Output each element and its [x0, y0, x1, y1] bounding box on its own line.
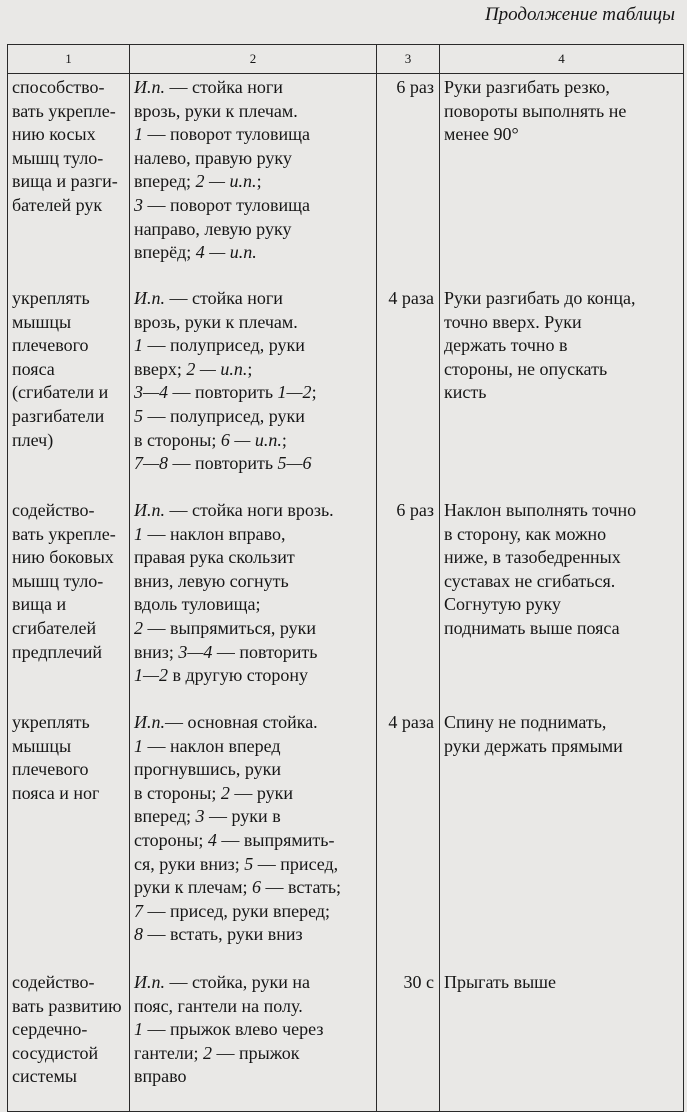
description-line [134, 876, 373, 900]
description-segment: 3—4 [178, 641, 213, 662]
description-line [134, 641, 373, 665]
description-segment: направо, левую руку [134, 218, 292, 239]
description-line [134, 900, 373, 924]
description-line [134, 100, 373, 124]
description-line [134, 923, 373, 947]
instruction-line: руки держать прямыми [444, 735, 623, 756]
goal-line: способство- [12, 77, 105, 97]
description-segment: 5 [244, 853, 254, 874]
exercise-description-cell [130, 285, 377, 497]
description-segment: вперед; [134, 806, 196, 827]
exercise-description-cell [130, 74, 377, 286]
description-segment: 2 — и.п. [186, 358, 248, 379]
column-header-2: 2 [130, 45, 377, 74]
description-line [134, 123, 373, 147]
description-segment: И.п. [134, 972, 165, 992]
description-segment: вдоль туловища; [134, 594, 261, 615]
goal-line: укреплять [12, 712, 90, 732]
description-segment: — прыжок [211, 1042, 300, 1063]
description-segment: правая рука скользит [134, 547, 295, 568]
description-segment: вправо [134, 1066, 187, 1087]
description-segment: — основная стойка. [165, 712, 318, 732]
description-segment: — повторить [168, 382, 278, 403]
description-segment: — полуприсед, руки [143, 405, 305, 426]
column-header-3: 3 [377, 45, 440, 74]
description-segment: 1—2 [277, 382, 312, 403]
description-line [134, 735, 373, 759]
instruction-cell [440, 497, 684, 709]
description-segment: 1 [134, 124, 143, 145]
description-segment: вперёд; [134, 242, 196, 263]
description-segment: 3—4 [134, 382, 169, 403]
description-segment: 5—6 [277, 453, 312, 474]
description-line [134, 358, 373, 382]
goal-line: (сгибатели и [12, 382, 109, 403]
description-segment: 6 — и.п. [220, 429, 282, 450]
goal-line: сгибателей [12, 617, 97, 638]
goal-cell [8, 497, 130, 709]
description-segment: — выпрямить- [216, 829, 335, 850]
description-line [134, 617, 373, 641]
description-segment: руки к плечам; [134, 877, 252, 898]
goal-line: предплечий [12, 641, 103, 662]
instruction-line: суставах не сгибаться. [444, 570, 616, 591]
description-segment: прогнувшись, руки [134, 759, 281, 780]
description-line [134, 711, 373, 735]
description-line [134, 381, 373, 405]
description-segment: ; [247, 358, 253, 379]
description-segment: — присед, руки вперед; [143, 900, 331, 921]
description-segment: 2 — и.п. [195, 171, 257, 192]
exercise-description-cell [130, 709, 377, 969]
description-line [134, 829, 373, 853]
instruction-line: Согнутую руку [444, 594, 561, 615]
description-segment: пояс, гантели на полу. [134, 995, 303, 1016]
description-line [134, 546, 373, 570]
description-line [134, 758, 373, 782]
goal-line: сердечно- [12, 1019, 88, 1040]
instruction-cell [440, 74, 684, 286]
description-segment: 1 [134, 1019, 143, 1040]
goal-line: укреплять [12, 288, 90, 308]
description-segment: 4 [207, 829, 217, 850]
description-line [134, 593, 373, 617]
description-segment: вниз; [134, 641, 179, 662]
description-line [134, 76, 373, 100]
goal-line: плечевого [12, 759, 89, 780]
goal-line: вища и разги- [12, 171, 118, 192]
description-line [134, 523, 373, 547]
description-segment: 2 [134, 617, 143, 638]
goal-line: вища и [12, 594, 67, 615]
description-line [134, 499, 373, 523]
description-line [134, 1065, 373, 1089]
description-line [134, 570, 373, 594]
exercise-description-cell [130, 969, 377, 1112]
description-line [134, 405, 373, 429]
description-line [134, 334, 373, 358]
goal-line: плеч) [12, 429, 54, 450]
description-line [134, 971, 373, 995]
goal-cell [8, 74, 130, 286]
instruction-line: повороты выполнять не [444, 100, 627, 121]
instruction-line: Спину не поднимать, [444, 712, 607, 732]
description-segment: — руки [229, 782, 293, 803]
description-line [134, 194, 373, 218]
goal-line: разгибатели [12, 405, 105, 426]
description-segment: в стороны; [134, 782, 221, 803]
description-segment: ; [256, 171, 262, 192]
instruction-line: держать точно в [444, 335, 568, 356]
goal-line: пояса [12, 358, 55, 379]
description-segment: — выпрямиться, руки [143, 617, 317, 638]
instruction-cell [440, 969, 684, 1112]
instruction-line: менее 90° [444, 124, 519, 145]
description-line [134, 805, 373, 829]
dosage-cell: 4 раза [377, 709, 440, 969]
description-segment: гантели; [134, 1042, 203, 1063]
instruction-line: ниже, в тазобедренных [444, 547, 621, 568]
instruction-cell [440, 709, 684, 969]
description-segment: вниз, левую согнуть [134, 570, 289, 591]
description-segment: И.п. [134, 288, 165, 308]
description-segment: — стойка ноги [165, 288, 283, 308]
goal-line: мышц туло- [12, 570, 104, 591]
description-segment: — наклон вперед [143, 735, 281, 756]
description-segment: ся, руки вниз; [134, 853, 245, 874]
instruction-line: поднимать выше пояса [444, 617, 620, 638]
dosage-cell: 6 раз [377, 497, 440, 709]
description-segment: 4 — и.п. [195, 242, 257, 263]
table-continuation-caption: Продолжение таблицы [484, 4, 675, 25]
instruction-line: в сторону, как можно [444, 523, 607, 544]
description-segment: 3 [195, 806, 205, 827]
goal-line: содейство- [12, 500, 95, 520]
table-row [8, 497, 684, 709]
description-segment: вверх; [134, 358, 187, 379]
column-header-4: 4 [440, 45, 684, 74]
description-segment: 7 [134, 900, 143, 921]
description-line [134, 311, 373, 335]
goal-line: сосудистой [12, 1042, 99, 1063]
dosage-cell: 4 раза [377, 285, 440, 497]
header-row [8, 45, 684, 74]
description-segment: ; [311, 382, 317, 403]
goal-line: пояса и ног [12, 782, 100, 803]
description-segment: — поворот туловища [143, 124, 310, 145]
description-segment: — прыжок влево через [143, 1019, 324, 1040]
exercise-table [7, 44, 684, 1112]
description-line [134, 429, 373, 453]
description-segment: налево, правую руку [134, 147, 292, 168]
instruction-line: кисть [444, 382, 487, 403]
description-line [134, 241, 373, 265]
goal-line: вать развитию [12, 995, 122, 1016]
description-segment: 1 [134, 735, 143, 756]
description-segment: 8 [134, 924, 143, 945]
description-segment: — присед, [253, 853, 339, 874]
goal-line: плечевого [12, 335, 89, 356]
table-row [8, 285, 684, 497]
description-line [134, 170, 373, 194]
goal-line: бателей рук [12, 194, 103, 215]
dosage-cell: 6 раз [377, 74, 440, 286]
description-segment: 2 [220, 782, 230, 803]
description-segment: стороны; [134, 829, 208, 850]
goal-line: вать укрепле- [12, 100, 116, 121]
description-segment: 1 [134, 335, 143, 356]
description-segment: в другую сторону [168, 665, 309, 686]
description-segment: в стороны; [134, 429, 221, 450]
description-segment: — стойка ноги врозь. [165, 500, 334, 520]
instruction-line: Руки разгибать до конца, [444, 288, 636, 308]
description-segment: 7—8 [134, 453, 169, 474]
description-segment: — встать, руки вниз [143, 924, 303, 945]
goal-line: мышц туло- [12, 147, 104, 168]
description-segment: — наклон вправо, [143, 523, 286, 544]
description-segment: 5 [134, 405, 143, 426]
description-line [134, 664, 373, 688]
description-segment: И.п. [134, 77, 165, 97]
table-row [8, 709, 684, 969]
description-line [134, 782, 373, 806]
goal-line: мышцы [12, 311, 72, 332]
description-segment: И.п. [134, 500, 165, 520]
instruction-line: точно вверх. Руки [444, 311, 582, 332]
column-header-1: 1 [8, 45, 130, 74]
description-segment: — руки в [204, 806, 281, 827]
description-segment: И.п. [134, 712, 165, 732]
table-row [8, 74, 684, 286]
goal-line: системы [12, 1066, 77, 1087]
description-line [134, 853, 373, 877]
goal-cell [8, 285, 130, 497]
description-segment: 1—2 [134, 665, 169, 686]
instruction-line: Прыгать выше [444, 972, 557, 992]
dosage-cell: 30 с [377, 969, 440, 1112]
description-segment: вперед; [134, 171, 196, 192]
table-row [8, 969, 684, 1112]
description-line [134, 1018, 373, 1042]
description-segment: — стойка ноги [165, 77, 283, 97]
description-segment: — поворот туловища [143, 194, 310, 215]
goal-line: содейство- [12, 972, 95, 992]
description-segment: 1 [134, 523, 143, 544]
description-line [134, 287, 373, 311]
description-segment: — повторить [212, 641, 318, 662]
goal-line: нию боковых [12, 547, 114, 568]
description-line [134, 995, 373, 1019]
description-segment: 6 [251, 877, 261, 898]
description-line [134, 452, 373, 476]
instruction-line: стороны, не опускать [444, 358, 608, 379]
description-line [134, 147, 373, 171]
goal-line: вать укрепле- [12, 523, 116, 544]
instruction-line: Руки разгибать резко, [444, 77, 610, 97]
description-segment: врозь, руки к плечам. [134, 311, 298, 332]
goal-line: мышцы [12, 735, 72, 756]
instruction-line: Наклон выполнять точно [444, 500, 637, 520]
goal-cell [8, 969, 130, 1112]
description-segment: — встать; [260, 877, 342, 898]
description-segment: 3 [134, 194, 143, 215]
instruction-cell [440, 285, 684, 497]
description-line [134, 1042, 373, 1066]
description-segment: — повторить [168, 453, 278, 474]
description-segment: — стойка, руки на [165, 972, 310, 992]
description-line [134, 218, 373, 242]
goal-cell [8, 709, 130, 969]
goal-line: нию косых [12, 124, 96, 145]
exercise-description-cell [130, 497, 377, 709]
description-segment: 2 [202, 1042, 212, 1063]
description-segment: врозь, руки к плечам. [134, 100, 298, 121]
description-segment: ; [281, 429, 287, 450]
description-segment: — полуприсед, руки [143, 335, 305, 356]
